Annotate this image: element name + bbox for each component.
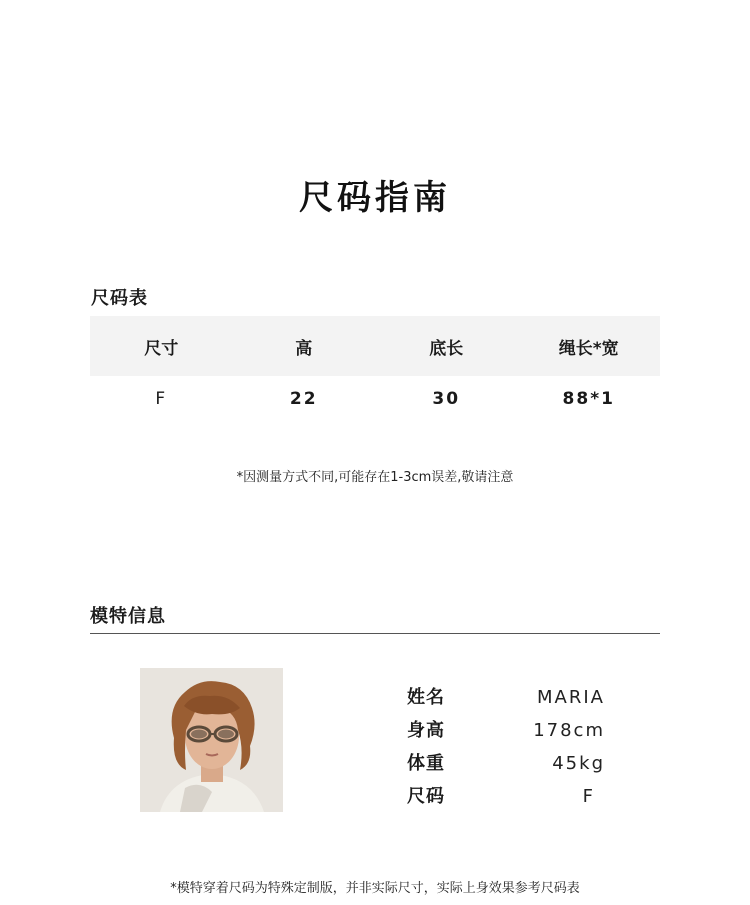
model-portrait-photo	[140, 668, 283, 812]
size-table	[90, 316, 660, 422]
cell-height: 22	[289, 389, 318, 409]
model-size-value: F	[582, 786, 595, 807]
cell-size: F	[155, 389, 168, 409]
column-header-strap-length-width: 绳长*宽	[518, 316, 661, 376]
model-height-label: 身高	[407, 720, 445, 741]
measurement-note: *因测量方式不同,可能存在1-3cm误差,敬请注意	[236, 470, 514, 485]
size-chart-heading: 尺码表	[91, 288, 148, 309]
cell-bottom-length: 30	[432, 389, 461, 409]
cell-strap-length-width: 88*1	[562, 389, 615, 409]
page-title: 尺码指南	[299, 178, 451, 218]
size-table-header-row	[90, 316, 660, 376]
model-info-heading: 模特信息	[90, 606, 166, 627]
model-weight-label: 体重	[407, 753, 445, 774]
table-row	[90, 376, 660, 422]
column-header-size: 尺寸	[90, 316, 233, 376]
model-size-note: *模特穿着尺码为特殊定制版，并非实际尺寸，实际上身效果参考尺码表	[170, 881, 580, 896]
model-portrait-illustration	[140, 668, 283, 812]
model-size-label: 尺码	[407, 786, 445, 807]
column-header-height: 高	[233, 316, 376, 376]
model-name-label: 姓名	[407, 687, 445, 708]
section-divider	[90, 633, 660, 634]
model-weight-value: 45kg	[552, 753, 605, 774]
model-info-values	[520, 686, 605, 818]
model-info-labels	[407, 686, 445, 818]
column-header-bottom-length: 底长	[375, 316, 518, 376]
model-height-value: 178cm	[533, 720, 605, 741]
model-name-value: MARIA	[537, 687, 605, 708]
